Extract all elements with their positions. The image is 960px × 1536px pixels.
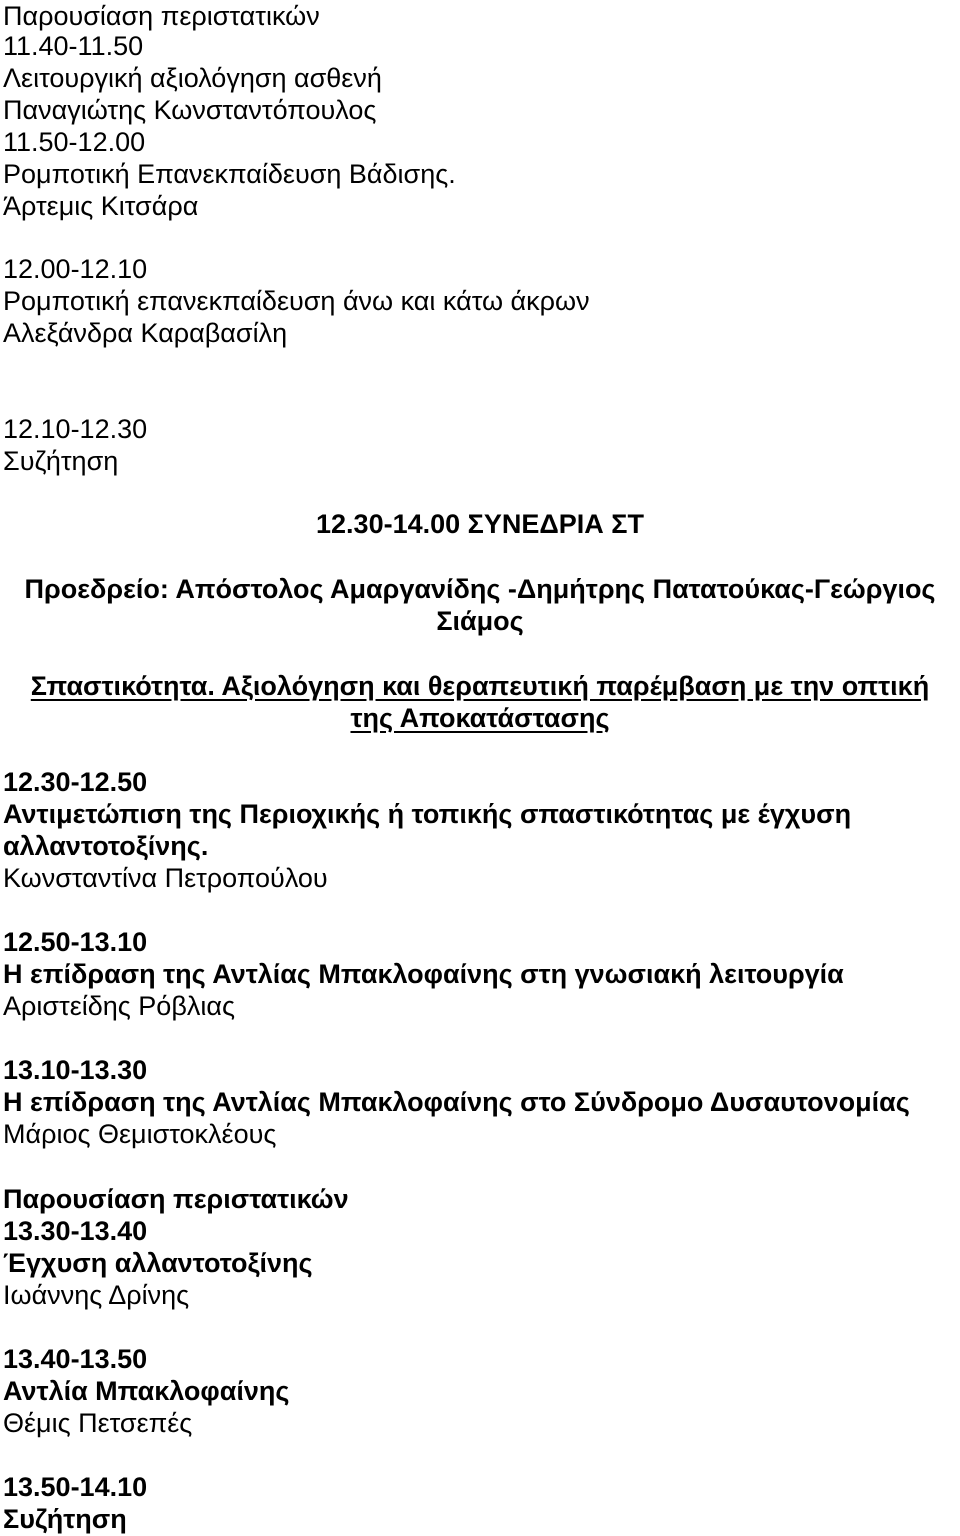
talk-title: Ρομποτική επανεκπαίδευση άνω και κάτω άκρων (3, 286, 590, 316)
time-slot: 13.50-14.10 (3, 1472, 148, 1502)
talk-title-cont: αλλαντοτοξίνης. (3, 831, 209, 861)
discussion-label: Συζήτηση (3, 1504, 127, 1534)
talk-title: Η επίδραση της Αντλίας Μπακλοφαίνης στο Σύνδρομο Δυσαυτονομίας (3, 1087, 910, 1117)
speaker-name: Άρτεμις Κιτσάρα (3, 191, 199, 221)
time-slot: 12.00-12.10 (3, 254, 148, 284)
talk-title: Λειτουργική αξιολόγηση ασθενή (3, 63, 382, 93)
talk-title: Έγχυση αλλαντοτοξίνης (3, 1248, 313, 1278)
talk-title: Η επίδραση της Αντλίας Μπακλοφαίνης στη γνωσιακή λειτουργία (3, 959, 844, 989)
session-chairs-cont: Σιάμος (436, 606, 524, 636)
time-slot: 12.30-12.50 (3, 767, 148, 797)
time-slot: 11.40-11.50 (3, 31, 144, 61)
session-theme: Σπαστικότητα. Αξιολόγηση και θεραπευτική παρέμβαση με την οπτική (30, 671, 930, 701)
session-chairs: Προεδρείο: Απόστολος Αμαργανίδης -Δημήτρης Πατατούκας-Γεώργιος (24, 574, 936, 604)
speaker-name: Θέμις Πετσεπές (3, 1408, 193, 1438)
speaker-name: Κωνσταντίνα Πετροπούλου (3, 863, 328, 893)
session-title: 12.30-14.00 ΣΥΝΕΔΡΙΑ ΣΤ (316, 509, 644, 539)
session-theme-cont: της Αποκατάστασης (350, 703, 610, 733)
time-slot: 12.50-13.10 (3, 927, 148, 957)
time-slot: 11.50-12.00 (3, 127, 146, 157)
cases-heading-top: Παρουσίαση περιστατικών (3, 1, 320, 31)
speaker-name: Αλεξάνδρα Καραβασίλη (3, 318, 288, 348)
cases-heading: Παρουσίαση περιστατικών (3, 1184, 349, 1214)
talk-title: Αντιμετώπιση της Περιοχικής ή τοπικής σπαστικότητας με έγχυση (3, 799, 852, 829)
time-slot: 13.30-13.40 (3, 1216, 148, 1246)
speaker-name: Ιωάννης Δρίνης (3, 1280, 190, 1310)
time-slot: 12.10-12.30 (3, 414, 148, 444)
talk-title: Ρομποτική Επανεκπαίδευση Βάδισης. (3, 159, 456, 189)
talk-title: Αντλία Μπακλοφαίνης (3, 1376, 290, 1406)
discussion-label: Συζήτηση (3, 446, 119, 476)
time-slot: 13.10-13.30 (3, 1055, 148, 1085)
speaker-name: Αριστείδης Ρόβλιας (3, 991, 235, 1021)
speaker-name: Παναγιώτης Κωνσταντόπουλος (3, 95, 377, 125)
time-slot: 13.40-13.50 (3, 1344, 148, 1374)
speaker-name: Μάριος Θεμιστοκλέους (3, 1119, 277, 1149)
